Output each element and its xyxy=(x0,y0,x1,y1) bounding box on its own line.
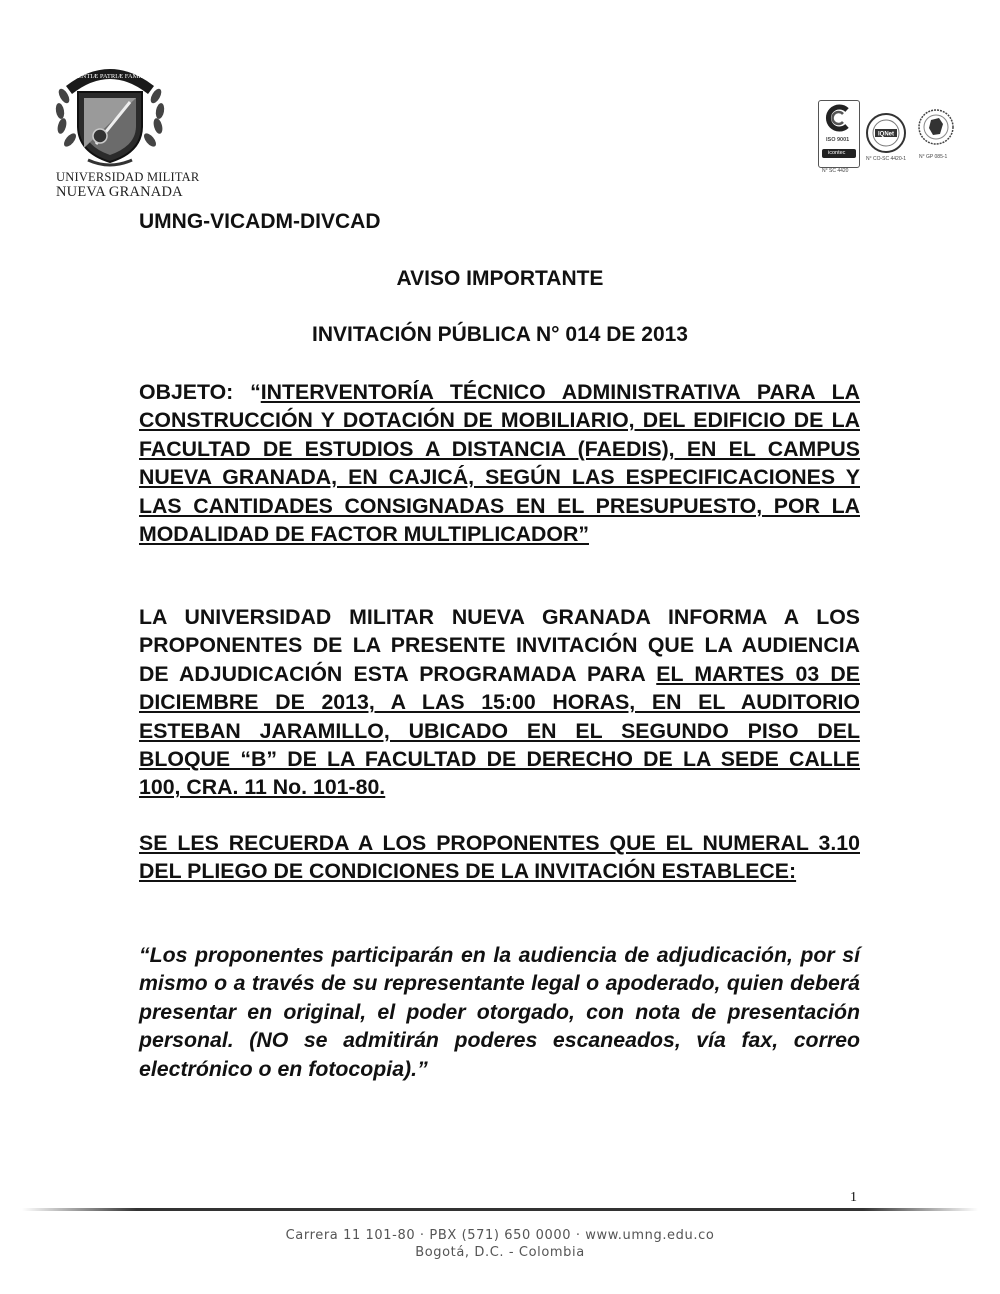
quoted-clause: “Los proponentes participarán en la audiencia de adjudicación, por sí mismo o a través de su representante legal o apoderado, quien deberá presentar en original, el poder otorgado, con nota de presentación personal. (NO se admitirán poderes escaneados, vía fax, correo electrónico o en fotocopia).” xyxy=(139,943,860,1081)
footer-divider xyxy=(22,1208,978,1211)
svg-text:IQNet: IQNet xyxy=(877,131,895,138)
gp-code: N° GP 085-1 xyxy=(919,154,948,160)
icontec-brand-bar xyxy=(822,149,856,158)
icontec-code: N° SC 4420 xyxy=(822,168,849,174)
footer-address-line2: Bogotá, D.C. - Colombia xyxy=(415,1245,585,1260)
university-name xyxy=(56,170,199,200)
document-code: UMNG-VICADM-DIVCAD xyxy=(139,210,381,233)
recuerda-paragraph xyxy=(139,829,860,886)
certification-badges xyxy=(816,98,958,176)
university-name-line1: UNIVERSIDAD MILITAR xyxy=(56,170,200,184)
iqnet-code: N° CO-SC 4420-1 xyxy=(866,156,907,162)
informa-underlined: EL MARTES 03 DE DICIEMBRE DE 2013, A LAS 15:00 HORAS, EN EL AUDITORIO ESTEBAN JARAMILLO, UBICADO EN EL SEGUNDO PISO DEL BLOQUE “B” DE LA FACULTAD DE DERECHO DE LA SEDE CALLE 100, CRA. 11 No. 101-80. xyxy=(139,661,860,800)
icontec-iso: ISO 9001 xyxy=(826,137,850,143)
recuerda-text: SE LES RECUERDA A LOS PROPONENTES QUE EL NUMERAL 3.10 DEL PLIEGO DE CONDICIONES DE LA INVITACIÓN ESTABLECE: xyxy=(139,831,860,884)
notice-title: AVISO IMPORTANTE xyxy=(396,267,604,290)
invitation-title: INVITACIÓN PÚBLICA N° 014 DE 2013 xyxy=(312,323,688,346)
university-name-line2: NUEVA GRANADA xyxy=(56,184,183,200)
objeto-label: OBJETO: “ xyxy=(139,380,261,404)
icontec-brand: icontec xyxy=(828,150,846,156)
informa-text: LA UNIVERSIDAD MILITAR NUEVA GRANADA INFORMA A LOS PROPONENTES DE LA PRESENTE INVITACIÓN QUE LA AUDIENCIA DE ADJUDICACIÓN ESTA PROGRAMADA PARA xyxy=(139,605,860,686)
informa-paragraph xyxy=(139,603,860,802)
icontec-badge xyxy=(818,100,860,168)
university-crest-icon xyxy=(44,56,176,168)
university-logo xyxy=(44,56,200,202)
logo-motto: SCIENTIÆ PATRIÆ FAMILIÆ xyxy=(67,73,153,80)
iqnet-seal-icon xyxy=(865,112,907,154)
objeto-text: INTERVENTORÍA TÉCNICO ADMINISTRATIVA PARA LA CONSTRUCCIÓN Y DOTACIÓN DE MOBILIARIO, DEL EDIFICIO DE LA FACULTAD DE ESTUDIOS A DISTANCIA (FAEDIS), EN EL CAMPUS NUEVA GRANADA, EN CAJICÁ, SEGÚN LAS ESPECIFICACIONES Y LAS CANTIDADES CONSIGNADAS EN EL PRESUPUESTO, POR LA MODALIDAD DE FACTOR MULTIPLICADOR” xyxy=(139,380,860,547)
gp-seal-icon xyxy=(917,108,955,146)
objeto-paragraph xyxy=(139,378,860,548)
page-number: 1 xyxy=(850,1190,857,1205)
footer-address-line1: Carrera 11 101-80 · PBX (571) 650 0000 · www.umng.edu.co xyxy=(285,1228,715,1243)
icontec-c-icon xyxy=(819,101,859,135)
